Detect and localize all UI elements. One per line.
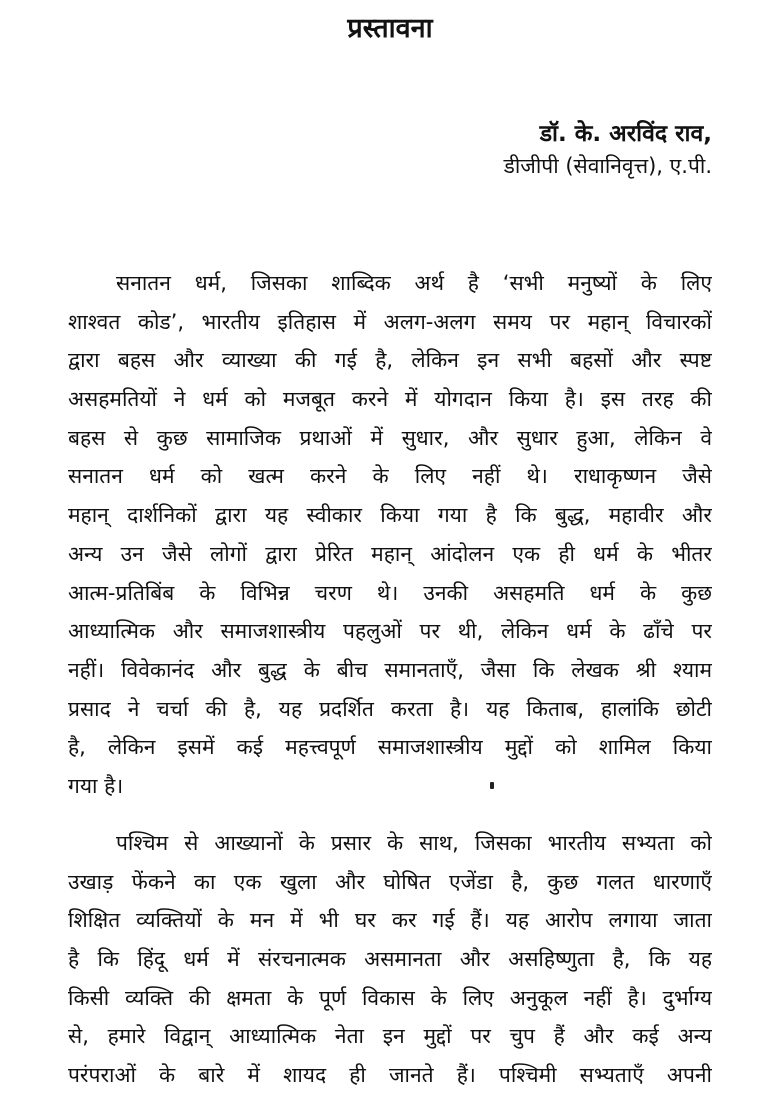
text-line: अन्य उन जैसे लोगों द्वारा प्रेरित महान् आंदोलन एक ही धर्म के भीतर (68, 541, 712, 566)
text-line: पश्चिम से आख्यानों के प्रसार के साथ, जिसका भारतीय सभ्यता को (116, 831, 712, 855)
text-line: किसी व्यक्ति की क्षमता के पूर्ण विकास के लिए अनुकूल नहीं है। दुर्भाग्य (68, 985, 712, 1010)
text-line: से, हमारे विद्वान् आध्यात्मिक नेता इन मुद्दों पर चुप हैं और कई अन्य (68, 1024, 712, 1049)
author-designation: डीजीपी (सेवानिवृत्त), ए.पी. (503, 154, 712, 178)
text-line: सनातन धर्म, जिसका शाब्दिक अर्थ है ‘सभी मनुष्यों के लिए (116, 271, 712, 295)
paragraph-2 (68, 824, 712, 1095)
author-name: डॉ. के. अरविंद राव, (539, 121, 712, 147)
text-line: महान् दार्शनिकों द्वारा यह स्वीकार किया गया है कि बुद्ध, महावीर और (68, 503, 712, 528)
text-line: शाश्वत कोड’, भारतीय इतिहास में अलग-अलग समय पर महान् विचारकों (68, 309, 712, 334)
text-line: प्रसाद ने चर्चा की है, यह प्रदर्शित करता है। यह किताब, हालांकि छोटी (68, 696, 712, 721)
text-line: द्वारा बहस और व्याख्या की गई है, लेकिन इन सभी बहसों और स्पष्ट (68, 348, 712, 373)
paragraph-1 (68, 264, 712, 806)
text-line: परंपराओं के बारे में शायद ही जानते हैं। पश्चिमी सभ्यताएँ अपनी (68, 1063, 712, 1088)
text-line: गया है। (68, 773, 124, 798)
text-line: नहीं। विवेकानंद और बुद्ध के बीच समानताएँ, जैसा कि लेखक श्री श्याम (68, 657, 712, 682)
text-line: बहस से कुछ सामाजिक प्रथाओं में सुधार, और सुधार हुआ, लेकिन वे (68, 425, 712, 450)
text-line: उखाड़ फेंकने का एक खुला और घोषित एजेंडा है, कुछ गलत धारणाएँ (68, 869, 712, 894)
text-line: असहमतियों ने धर्म को मजबूत करने में योगदान किया है। इस तरह की (68, 387, 712, 412)
page-title: प्रस्तावना (347, 13, 433, 44)
stray-ink-mark (490, 782, 494, 789)
text-line: आत्म-प्रतिबिंब के विभिन्न चरण थे। उनकी असहमति धर्म के कुछ (68, 580, 712, 605)
text-line: है कि हिंदू धर्म में संरचनात्मक असमानता और असहिष्णुता है, कि यह (68, 947, 712, 972)
text-line: है, लेकिन इसमें कई महत्त्वपूर्ण समाजशास्त्रीय मुद्दों को शामिल किया (68, 735, 712, 760)
text-line: आध्यात्मिक और समाजशास्त्रीय पहलुओं पर थी, लेकिन धर्म के ढाँचे पर (68, 619, 712, 644)
text-line: सनातन धर्म को खत्म करने के लिए नहीं थे। राधाकृष्णन जैसे (68, 464, 712, 489)
text-line: शिक्षित व्यक्तियों के मन में भी घर कर गई हैं। यह आरोप लगाया जाता (68, 908, 712, 933)
